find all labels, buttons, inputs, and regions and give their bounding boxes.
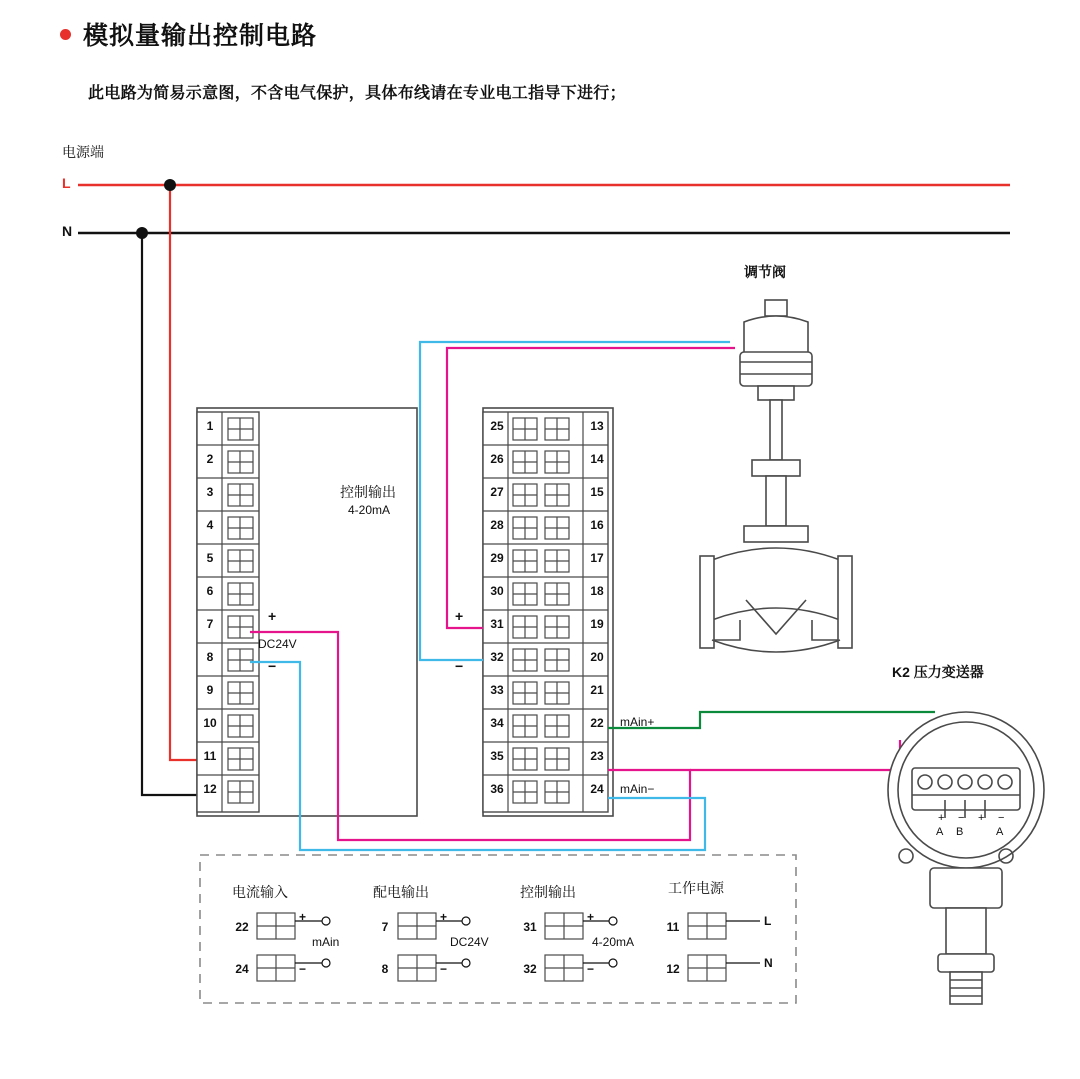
- power-section-label: 电源端: [62, 144, 104, 160]
- page-subtitle: 此电路为简易示意图，不含电气保护，具体布线请在专业电工指导下进行；: [88, 85, 626, 102]
- terminal-right-32: 32: [490, 650, 504, 664]
- junction-dot-n: [136, 227, 148, 239]
- terminal-left-12: 12: [203, 782, 217, 796]
- legend-sign-1a: +: [299, 910, 307, 924]
- terminal-right-35: 35: [490, 749, 504, 763]
- legend-terminal-4a: 11: [666, 920, 680, 934]
- terminal-left-1: 1: [206, 419, 214, 433]
- terminal-right-18: 18: [590, 584, 604, 598]
- wire-magenta-24v: [250, 632, 690, 840]
- transmitter-pin-sub-a: A: [936, 826, 944, 838]
- terminal-left-8: 8: [206, 650, 214, 664]
- terminal-right-24: 24: [590, 782, 604, 796]
- terminal-right-14: 14: [590, 452, 604, 466]
- legend-sign-1b: −: [299, 962, 307, 976]
- transmitter-pin-sub-a2: A: [996, 826, 1004, 838]
- terminal-right-26: 26: [490, 452, 504, 466]
- legend-title-4: 工作电源: [668, 880, 724, 896]
- legend-terminal-3a: 31: [523, 920, 537, 934]
- terminal-right-19: 19: [590, 617, 604, 631]
- legend-sign-2b: −: [440, 962, 448, 976]
- terminal-left-5: 5: [206, 551, 214, 565]
- terminal-left-2: 2: [206, 452, 214, 466]
- terminal-left-3: 3: [206, 485, 214, 499]
- controller-output-range: 4-20mA: [348, 503, 391, 517]
- terminal-left-4: 4: [206, 518, 214, 532]
- transmitter-pin-1: +: [938, 812, 945, 824]
- terminal-right-36: 36: [490, 782, 504, 796]
- legend-note-3: 4-20mA: [592, 935, 635, 949]
- junction-dot-l: [164, 179, 176, 191]
- transmitter-pin-4: −: [998, 812, 1005, 824]
- terminal-right-20: 20: [590, 650, 604, 664]
- legend-title-2: 配电输出: [373, 884, 429, 900]
- terminal-right-27: 27: [490, 485, 504, 499]
- wire-magenta-transmitter: [690, 740, 900, 770]
- legend-sign-4b: N: [764, 956, 773, 970]
- controller-output-label: 控制输出: [340, 484, 396, 500]
- terminal-right-25: 25: [490, 419, 504, 433]
- legend-sign-2a: +: [440, 910, 448, 924]
- terminal-left-6: 6: [206, 584, 214, 598]
- power-n-label: N: [62, 223, 73, 239]
- legend-terminal-2a: 7: [381, 920, 389, 934]
- legend-title-1: 电流输入: [232, 884, 288, 900]
- wire-n-drop: [142, 233, 205, 795]
- ctrlout-minus-sign: −: [455, 658, 464, 674]
- terminal-right-29: 29: [490, 551, 504, 565]
- transmitter-pin-2: −: [958, 812, 965, 824]
- legend-terminal-2b: 8: [381, 962, 389, 976]
- wire-green-main-plus: [608, 712, 935, 728]
- terminal-right-28: 28: [490, 518, 504, 532]
- legend-sign-3a: +: [587, 910, 595, 924]
- legend-terminal-4b: 12: [666, 962, 680, 976]
- legend-sign-3b: −: [587, 962, 595, 976]
- dc24v-label: DC24V: [258, 637, 297, 651]
- terminal-right-13: 13: [590, 419, 604, 433]
- control-valve-drawing: [700, 300, 852, 652]
- terminal-right-15: 15: [590, 485, 604, 499]
- pressure-transmitter-drawing: [888, 712, 1044, 1004]
- terminal-right-16: 16: [590, 518, 604, 532]
- ctrlout-plus-sign: +: [455, 608, 464, 624]
- terminal-left-7: 7: [206, 617, 214, 631]
- dc24v-minus-sign: −: [268, 658, 277, 674]
- terminal-left-9: 9: [206, 683, 214, 697]
- dc24v-plus-sign: +: [268, 608, 277, 624]
- main-in-minus-label: mAin−: [620, 782, 655, 796]
- legend-title-3: 控制输出: [520, 884, 576, 900]
- legend-terminal-1a: 22: [235, 920, 249, 934]
- terminal-right-31: 31: [490, 617, 504, 631]
- transmitter-label: K2 压力变送器: [892, 664, 984, 680]
- transmitter-pin-sub-b: B: [956, 826, 964, 838]
- terminal-right-21: 21: [590, 683, 604, 697]
- terminal-right-22: 22: [590, 716, 604, 730]
- terminal-right-17: 17: [590, 551, 604, 565]
- terminal-left-10: 10: [203, 716, 217, 730]
- wire-cyan-24v: [250, 662, 705, 850]
- terminal-right-30: 30: [490, 584, 504, 598]
- power-l-label: L: [62, 175, 71, 191]
- legend-terminal-1b: 24: [235, 962, 249, 976]
- terminal-right-34: 34: [490, 716, 504, 730]
- terminal-right-23: 23: [590, 749, 604, 763]
- legend-terminal-3b: 32: [523, 962, 537, 976]
- page-title: 模拟量输出控制电路: [83, 22, 318, 50]
- legend-note-2: DC24V: [450, 935, 489, 949]
- main-in-plus-label: mAin+: [620, 715, 655, 729]
- terminal-left-11: 11: [203, 749, 217, 763]
- terminal-right-33: 33: [490, 683, 504, 697]
- valve-label: 调节阀: [744, 264, 786, 280]
- legend-note-1: mAin: [312, 935, 340, 949]
- transmitter-pin-3: +: [978, 812, 985, 824]
- legend-sign-4a: L: [764, 914, 772, 928]
